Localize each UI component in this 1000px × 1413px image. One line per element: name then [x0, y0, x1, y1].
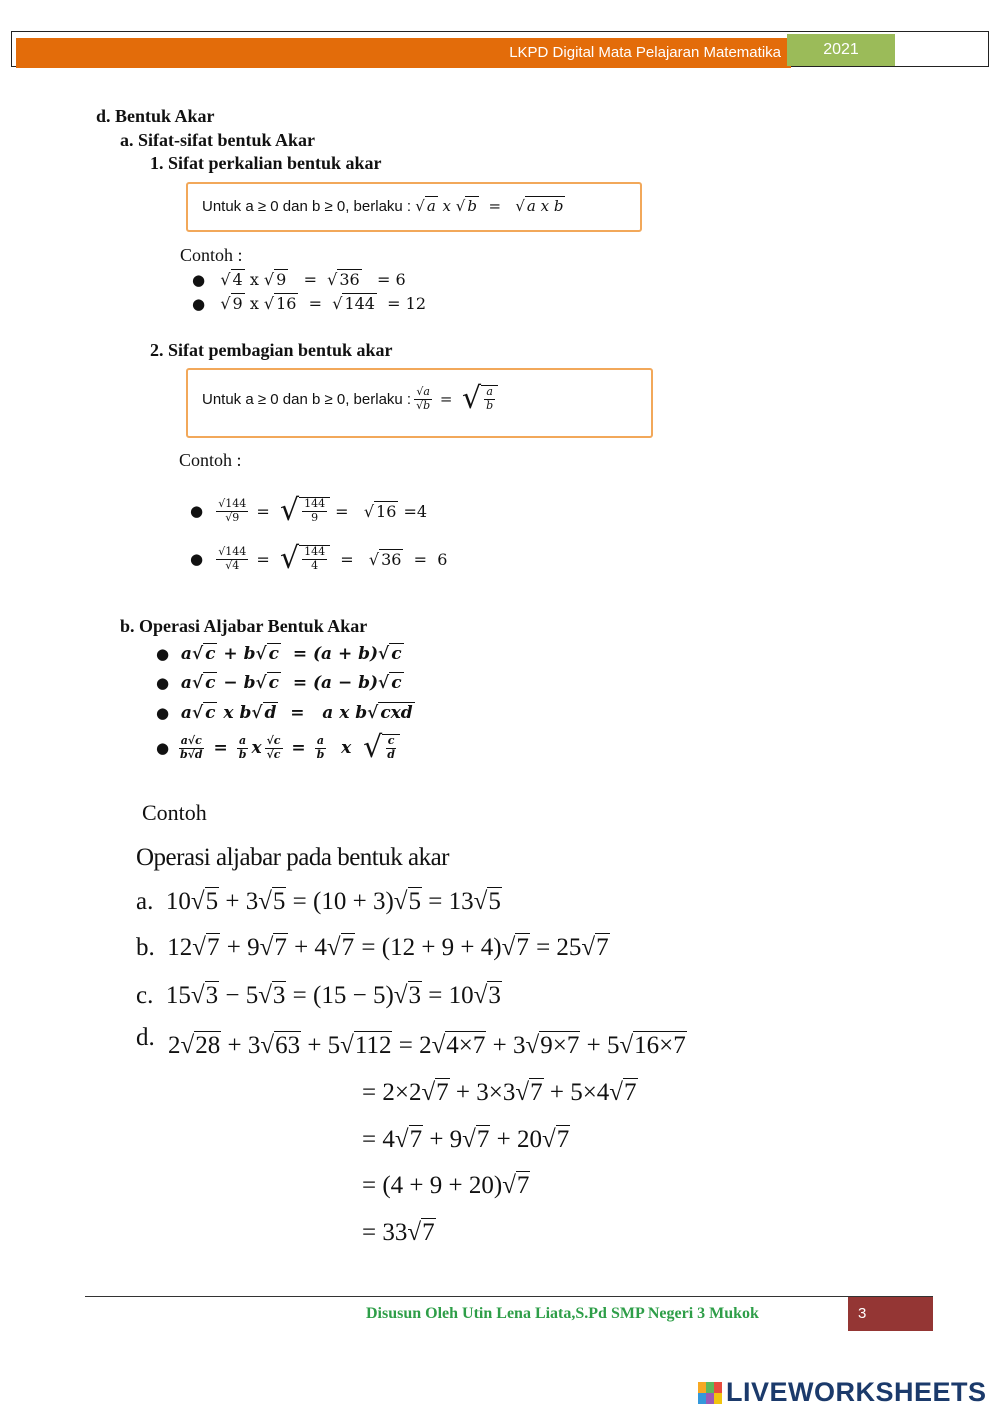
liveworksheets-text: LIVEWORKSHEETS [726, 1377, 987, 1407]
worked-example-d-line5: = 33√7 [362, 1219, 435, 1246]
contoh-big-label: Contoh [142, 800, 207, 825]
worked-example-c: c. 15√3 − 5√3 = (15 − 5)√3 = 10√3 [136, 982, 501, 1009]
rule1-formula: √ a x √ b = √ a x b [415, 197, 564, 215]
worked-example-d-line3: = 4√7 + 9√7 + 20√7 [362, 1126, 570, 1153]
rule-box-division [186, 368, 653, 438]
algebra-rule-mult: ● a√ c x b√ d = a x b√ cxd [156, 703, 413, 723]
example-div-1: ● $\frac{√144}{√9}$ = √ $\frac{144}{9}$ = √ 16 = 4 [190, 493, 428, 528]
liveworksheets-brand[interactable] [698, 1377, 987, 1408]
worked-title: Operasi aljabar pada bentuk akar [136, 844, 450, 871]
example-div-2: ● $\frac{√144}{√4}$ = √ $\frac{144}{4}$ = √ 36 = 6 [190, 541, 448, 576]
section-b-title: b. Operasi Aljabar Bentuk Akar [120, 616, 368, 636]
algebra-rule-div: ● $\frac{a√c}{b√d}$ = $\frac{a}{b}$ x $\frac{√c}{√c}$ = $\frac{a}{b}$ x √ $\frac{c}{d}$ [156, 733, 400, 763]
section-d-title: d. Bentuk Akar [96, 106, 215, 126]
rule1-prefix: Untuk a ≥ 0 dan b ≥ 0, berlaku : [202, 198, 412, 215]
rule-box-multiplication [186, 182, 642, 232]
example-mult-2: ● √ 9 x √ 16 = √ 144 = 12 [192, 294, 427, 313]
footer-divider [85, 1296, 933, 1297]
header-year: 2021 [787, 34, 895, 66]
worked-example-d-line1: 2√28 + 3√63 + 5√112 = 2√4×7 + 3√9×7 + 5√16×7 [168, 1032, 686, 1059]
item-2-title: 2. Sifat pembagian bentuk akar [150, 340, 393, 360]
footer-author: Disusun Oleh Utin Lena Liata,S.Pd SMP Negeri 3 Mukok [366, 1305, 759, 1322]
algebra-rule-sub: ● a√ c − b√ c = (a − b)√ c [156, 673, 402, 693]
worked-example-d-line2: = 2×2√7 + 3×3√7 + 5×4√7 [362, 1079, 637, 1106]
liveworksheets-logo-icon [698, 1382, 722, 1404]
contoh-label-1: Contoh : [180, 245, 243, 265]
example-mult-1: ● √ 4 x √ 9 = √ 36 = 6 [192, 270, 406, 289]
algebra-rule-add: ● a√ c + b√ c = (a + b)√ c [156, 644, 402, 664]
header-title: LKPD Digital Mata Pelajaran Matematika [509, 44, 781, 61]
section-a-title: a. Sifat-sifat bentuk Akar [120, 130, 316, 150]
worked-example-a: a. 10√5 + 3√5 = (10 + 3)√5 = 13√5 [136, 888, 501, 915]
page-number: 3 [848, 1297, 933, 1331]
contoh-label-2: Contoh : [179, 450, 242, 470]
worked-example-b: b. 12√7 + 9√7 + 4√7 = (12 + 9 + 4)√7 = 25√7 [136, 934, 609, 961]
item-1-title: 1. Sifat perkalian bentuk akar [150, 153, 382, 173]
worked-example-d-label: d. [136, 1024, 155, 1051]
rule2-formula: $\frac{√a}{√b}$ = √ $\frac{a}{b}$ [411, 384, 498, 414]
rule2-prefix: Untuk a ≥ 0 dan b ≥ 0, berlaku : [202, 390, 412, 408]
worked-example-d-line4: = (4 + 9 + 20)√7 [362, 1172, 530, 1199]
